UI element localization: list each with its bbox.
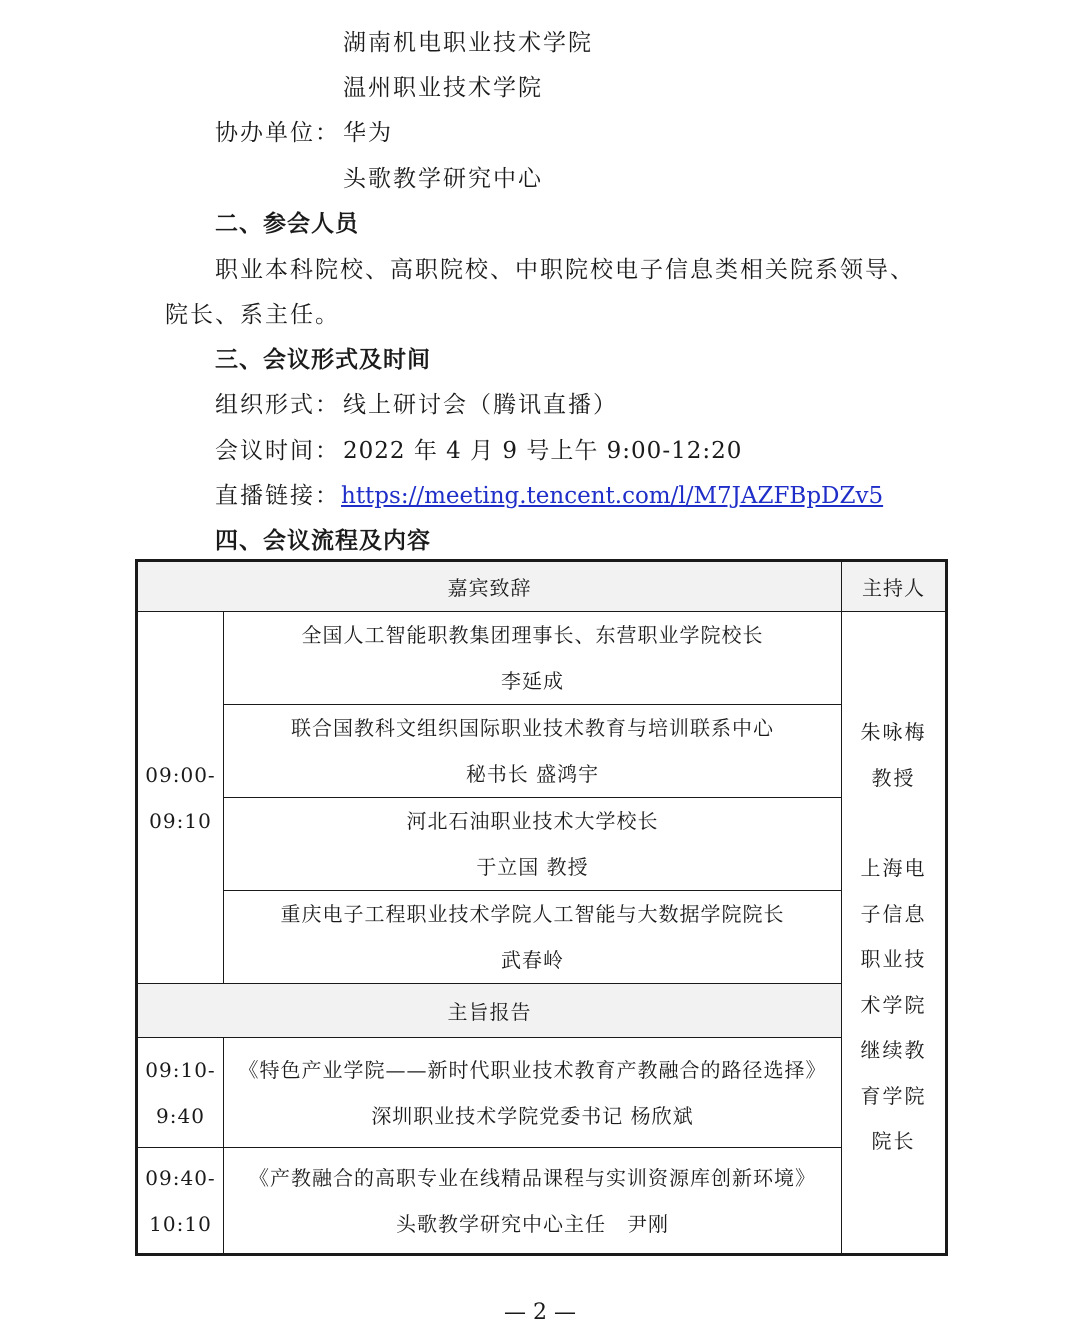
header-guest-speeches: 嘉宾致辞 (137, 561, 842, 612)
co-organizer-label: 协办单位： (215, 120, 340, 146)
speech-row-1-title: 全国人工智能职教集团理事长、东营职业学院校长 (301, 623, 764, 647)
attendees-text-1: 职业本科院校、高职院校、中职院校电子信息类相关院系领导、 (215, 257, 915, 283)
keynote-1-speaker: 深圳职业技术学院党委书记 杨欣斌 (371, 1103, 694, 1128)
section-heading-attendees: 二、参会人员 (215, 211, 359, 237)
speech-row-4-title: 重庆电子工程职业技术学院人工智能与大数据学院院长 (280, 902, 785, 926)
speech-row-4-name: 武春岭 (501, 948, 564, 972)
header-host: 主持人 (842, 561, 947, 612)
speech-row-4 (224, 891, 842, 984)
speech-row-2-name: 秘书长 盛鸿宇 (465, 762, 600, 786)
header-keynote: 主旨报告 (137, 984, 842, 1038)
time-slot-3: 09:40- 10:10 (137, 1148, 224, 1255)
format-label: 组织形式： (215, 392, 340, 418)
keynote-row-2 (224, 1148, 842, 1255)
speech-row-3 (224, 798, 842, 891)
keynote-2-title: 《产教融合的高职专业在线精品课程与实训资源库创新环境》 (249, 1165, 816, 1190)
time-value: 2022 年 4 月 9 号上午 9:00-12:20 (343, 438, 743, 464)
time-slot-2: 09:10- 9:40 (137, 1038, 224, 1148)
host-name: 朱咏梅 (860, 720, 927, 744)
co-organizer-1: 华为 (343, 120, 393, 146)
co-organizer-2: 头歌教学研究中心 (343, 166, 543, 192)
format-value: 线上研讨会（腾讯直播） (343, 392, 618, 418)
attendees-text-2: 院长、系主任。 (165, 302, 340, 328)
speech-row-3-title: 河北石油职业技术大学校长 (406, 809, 659, 833)
agenda-table (135, 559, 948, 1256)
keynote-2-speaker: 头歌教学研究中心主任 尹刚 (396, 1211, 669, 1236)
section-heading-format: 三、会议形式及时间 (215, 347, 431, 373)
speech-row-2 (224, 705, 842, 798)
speech-row-1-name: 李延成 (501, 669, 564, 693)
livestream-link[interactable]: https://meeting.tencent.com/l/M7JAZFBpDZv5 (341, 483, 884, 509)
keynote-row-1 (224, 1038, 842, 1148)
speech-row-2-title: 联合国教科文组织国际职业技术教育与培训联系中心 (291, 716, 774, 740)
time-slot-1: 09:00- 09:10 (137, 612, 224, 984)
speech-row-3-name: 于立国 教授 (476, 855, 589, 879)
page-number: — 2 — (504, 1300, 576, 1325)
host-cell: 朱咏梅 教授 上海电 子信息 职业技 术学院 继续教 育学院 院长 (842, 612, 947, 1255)
speech-row-1 (224, 612, 842, 705)
keynote-1-title: 《特色产业学院——新时代职业技术教育产教融合的路径选择》 (238, 1057, 827, 1082)
host-title: 教授 (871, 765, 916, 790)
time-label: 会议时间： (215, 438, 340, 464)
link-label: 直播链接： (215, 483, 340, 509)
organizer-line-1: 湖南机电职业技术学院 (343, 30, 593, 56)
organizer-line-2: 温州职业技术学院 (343, 75, 543, 101)
section-heading-agenda: 四、会议流程及内容 (215, 528, 431, 554)
